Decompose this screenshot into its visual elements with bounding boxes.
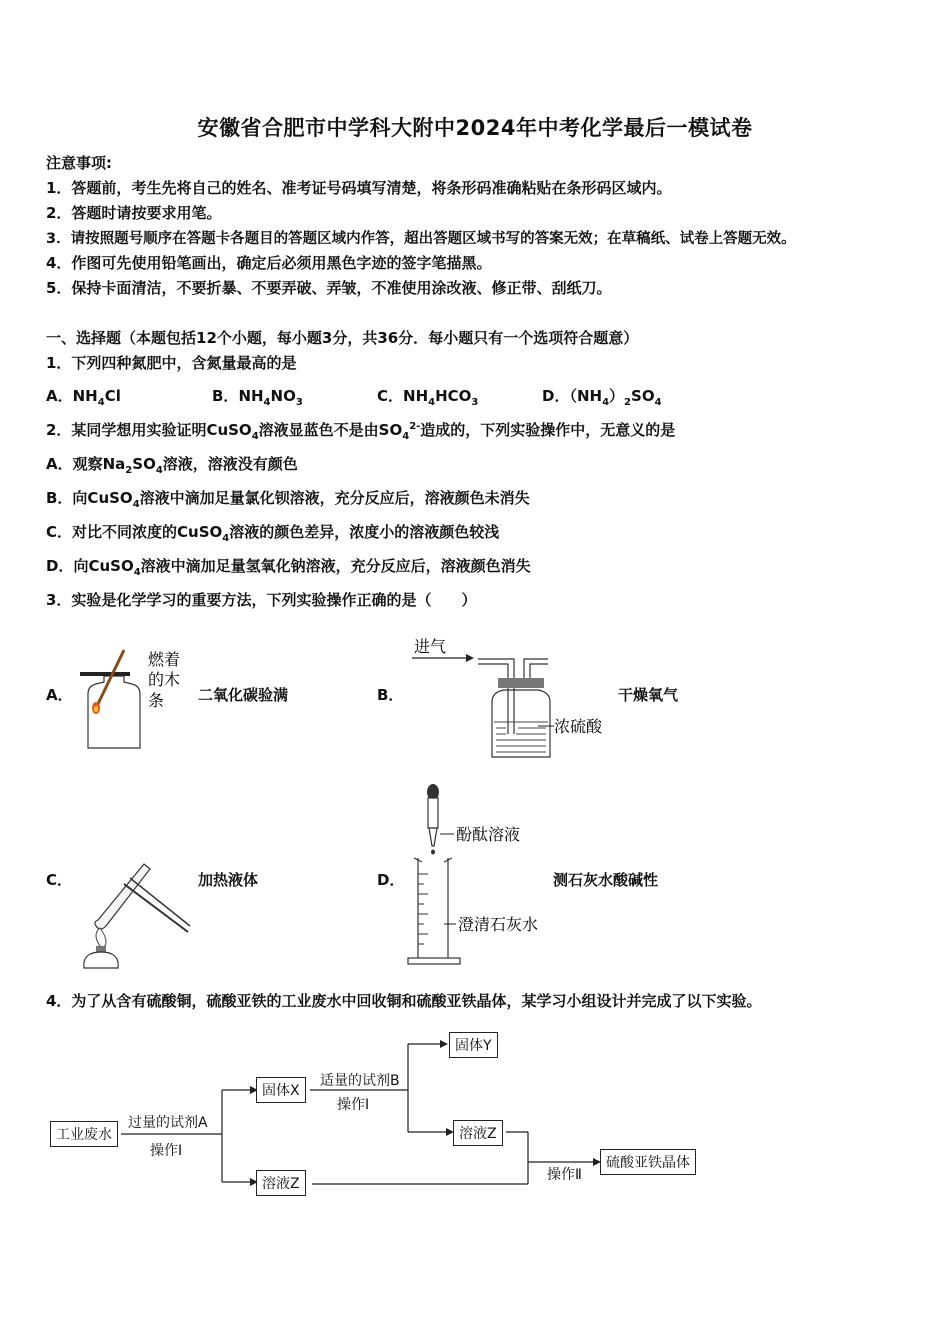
q3-option-b-caption: 干燥氧气 (618, 686, 679, 704)
tag-burning-2: 的木 (148, 670, 181, 689)
lime-water-test-diagram (404, 782, 564, 968)
tag-burning-3: 条 (148, 691, 165, 710)
tag-burning-1: 燃着 (148, 650, 181, 669)
flow-box-solution-z-right: 溶液Z (453, 1120, 503, 1146)
q3-option-c-caption: 加热液体 (198, 871, 259, 889)
q3-option-b-label: B． (377, 686, 404, 704)
flow-label-op2: 操作Ⅱ (547, 1167, 582, 1183)
q3-option-d-label: D． (377, 871, 405, 889)
q1-option-a: A．$NH_4Cl$ (46, 387, 121, 408)
flow-label-op1b: 操作Ⅰ (337, 1097, 370, 1113)
tag-lime-water: 澄清石灰水 (458, 915, 539, 934)
flow-box-solid-y: 固体Y (449, 1032, 498, 1058)
page-title: 安徽省合肥市中学科大附中2024年中考化学最后一模试卷 (197, 116, 753, 140)
q2-option-c: C．对比不同浓度的CuSO$_4$溶液的颜色差异，浓度小的溶液颜色较浅 (46, 523, 500, 544)
notice-item: 3．请按照题号顺序在答题卡各题目的答题区域内作答，超出答题区域书写的答案无效；在草稿纸、试卷上答题无效。 (46, 231, 796, 247)
question-1-stem: 1．下列四种氮肥中，含氮量最高的是 (46, 354, 297, 372)
question-4-stem: 4．为了从含有硫酸铜，硫酸亚铁的工业废水中回收铜和硫酸亚铁晶体，某学习小组设计并完成了以下实验。 (46, 992, 762, 1010)
gas-drying-diagram (408, 632, 608, 762)
q1-option-b: B．$NH_4NO_3$ (212, 387, 303, 408)
tag-conc-acid: 浓硫酸 (554, 717, 603, 736)
q1-option-c: C．$NH_4HCO_3$ (377, 387, 479, 408)
tag-gas-in: 进气 (414, 637, 447, 656)
notice-heading: 注意事项: (46, 154, 112, 172)
notice-item: 4．作图可先使用铅笔画出，确定后必须用黑色字迹的签字笔描黑。 (46, 254, 492, 272)
notice-item: 1．答题前，考生先将自己的姓名、准考证号码填写清楚，将条形码准确粘贴在条形码区域内。 (46, 179, 672, 197)
q1-option-d: D．$(NH_4)_2SO_4$ (542, 387, 662, 408)
q3-option-a-caption: 二氧化碳验满 (198, 686, 289, 704)
q2-option-a: A．观察$Na_2SO_4$溶液，溶液没有颜色 (46, 455, 298, 476)
q3-option-d-caption: 测石灰水酸碱性 (553, 871, 659, 889)
flow-box-crystal: 硫酸亚铁晶体 (600, 1149, 696, 1175)
question-2-stem: 2．某同学想用实验证明CuSO$_4$溶液显蓝色不是由$SO_4^{2-}$造成的，下列实验操作中，无意义的是 (46, 421, 676, 442)
flow-label-op1a: 操作Ⅰ (150, 1143, 183, 1159)
heating-liquid-diagram (78, 856, 193, 971)
q2-option-d: D．向CuSO$_4$溶液中滴加足量氢氧化钠溶液，充分反应后，溶液颜色消失 (46, 557, 531, 578)
flow-box-waste: 工业废水 (50, 1121, 118, 1147)
flow-label-reagent-a: 过量的试剂A (128, 1115, 208, 1131)
q2-option-b: B．向CuSO$_4$溶液中滴加足量氯化钡溶液，充分反应后，溶液颜色未消失 (46, 489, 530, 510)
flow-box-solid-x: 固体X (256, 1077, 306, 1103)
tag-phenolphthalein: 酚酞溶液 (456, 825, 521, 844)
flow-label-reagent-b: 适量的试剂B (320, 1073, 400, 1089)
notice-item: 2．答题时请按要求用笔。 (46, 204, 222, 222)
q3-option-c-label: C． (46, 871, 73, 889)
co2-test-diagram (74, 646, 194, 756)
question-3-stem: 3．实验是化学学习的重要方法，下列实验操作正确的是（ ） (46, 591, 477, 609)
flow-box-solution-z-bottom: 溶液Z (256, 1170, 306, 1196)
notice-item: 5．保持卡面清洁，不要折暴、不要弄破、弄皱，不准使用涂改液、修正带、刮纸刀。 (46, 279, 612, 297)
q3-option-a-label: A． (46, 686, 73, 704)
section-heading: 一、选择题（本题包括12个小题，每小题3分，共36分．每小题只有一个选项符合题意） (46, 329, 639, 347)
